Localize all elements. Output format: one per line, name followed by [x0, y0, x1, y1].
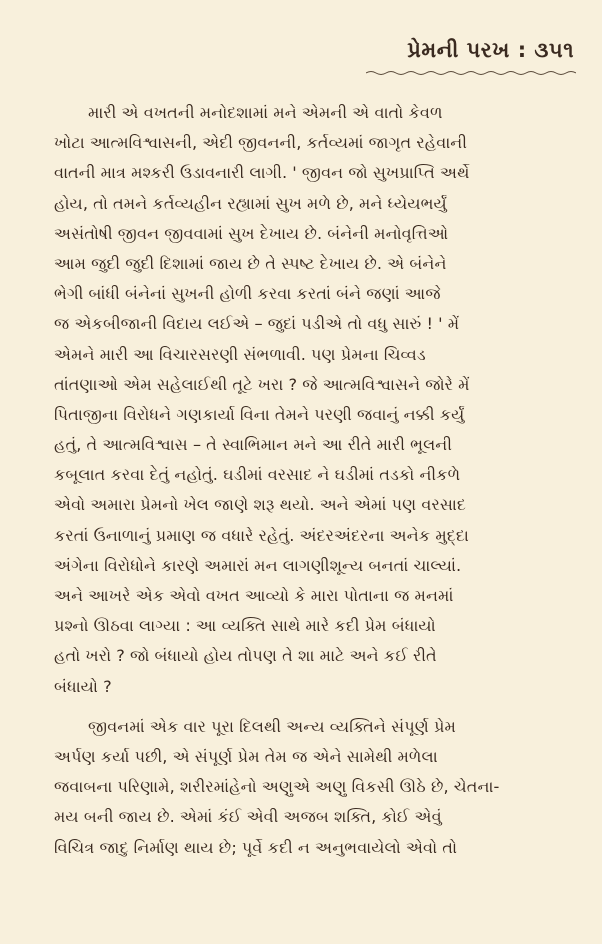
text-line: અંગેના વિરોધોને કારણે અમારાં મન લાગણીશૂન્ય બનતાં ચાલ્યાં. — [54, 555, 462, 575]
text-line: તાંતણાઓ એમ સહેલાઈથી તૂટે ખરા ? જે આત્મવિશ્વાસને જોરે મેં — [54, 374, 470, 394]
running-head: પ્રેમની પરખ : ૩૫૧ — [407, 38, 574, 62]
text-line: વિચિત્ર જાદુ નિર્માણ થાય છે; પૂર્વે કદી ન અનુભવાયેલો એવો તો — [54, 837, 458, 857]
text-line: પ્રશ્નો ઊઠવા લાગ્યા : આ વ્યક્તિ સાથે મારે કદી પ્રેમ બંધાયો — [54, 616, 436, 636]
text-line: એવો અમારા પ્રેમનો ખેલ જાણે શરૂ થયો. અને એમાં પણ વરસાદ — [54, 495, 466, 515]
text-line: બંધાયો ? — [54, 676, 112, 696]
text-line: મય બની જાય છે. એમાં કંઈ એવી અજબ શક્તિ, કોઈ એવું — [54, 807, 442, 827]
text-line: પિતાજીના વિરોધને ગણકાર્યા વિના તેમને પરણી જવાનું નક્કી કર્યું — [54, 404, 465, 424]
text-line: જ એકબીજાની વિદાય લઈએ – જુદાં પડીએ તો વધુ સારું ! ' મેં — [54, 314, 460, 334]
text-line: કરતાં ઉનાળાનું પ્રમાણ જ વધારે રહેતું. અંદરઅંદરના અનેક મુદ્દા — [54, 525, 469, 545]
text-line: હોય, તો તમને કર્તવ્યહીન રહ્યામાં સુખ મળે છે, મને ધ્યેયભર્યું — [54, 193, 447, 213]
text-line: હતો ખરો ? જો બંધાયો હોય તોપણ તે શા માટે અને કઈ રીતે — [54, 646, 437, 666]
text-line: અને આખરે એક એવો વખત આવ્યો કે મારા પોતાના જ મનમાં — [54, 586, 454, 605]
header-wavy-rule — [366, 70, 576, 76]
text-line: ખોટા આત્મવિશ્વાસની, એદી જીવનની, કર્તવ્યમાં જાગૃત રહેવાની — [54, 133, 467, 153]
text-line: આમ જુદી જુદી દિશામાં જાય છે તે સ્પષ્ટ દેખાય છે. એ બંનેને — [54, 253, 447, 273]
body-text — [54, 98, 574, 863]
text-line: મારી એ વખતની મનોદશામાં મને એમની એ વાતો કેવળ — [88, 103, 443, 122]
text-line: એમને મારી આ વિચારસરણી સંભળાવી. પણ પ્રેમના ચિવ્વડ — [54, 344, 426, 364]
text-line: કબૂલાત કરવા દેતું નહોતું. ઘડીમાં વરસાદ ને ઘડીમાં તડકો નીકળે — [54, 465, 461, 485]
text-line: અર્પણ કર્યા પછી, એ સંપૂર્ણ પ્રેમ તેમ જ એને સામેથી મળેલા — [54, 746, 438, 766]
paragraph-2 — [54, 712, 574, 863]
text-line: જવાબના પરિણામે, શરીરમાંહેનો અણુએ અણુ વિકસી ઊઠે છે, ચેતના- — [54, 777, 500, 797]
text-line: હતું, તે આત્મવિશ્વાસ – તે સ્વાભિમાન મને આ રીતે મારી ભૂલની — [54, 435, 452, 455]
text-line: અસંતોષી જીવન જીવવામાં સુખ દેખાય છે. બંનેની મનોવૃત્તિઓ — [54, 223, 449, 243]
paragraph-1 — [54, 98, 574, 702]
text-line: જીવનમાં એક વાર પૂરા દિલથી અન્ય વ્યક્તિને સંપૂર્ણ પ્રેમ — [88, 716, 456, 736]
text-line: વાતની માત્ર મશ્કરી ઉડાવનારી લાગી. ' જીવન જો સુખપ્રાપ્તિ અર્થે — [54, 163, 470, 183]
text-line: ભેગી બાંધી બંનેનાં સુખની હોળી કરવા કરતાં બંને જણાં આજે — [54, 284, 441, 304]
